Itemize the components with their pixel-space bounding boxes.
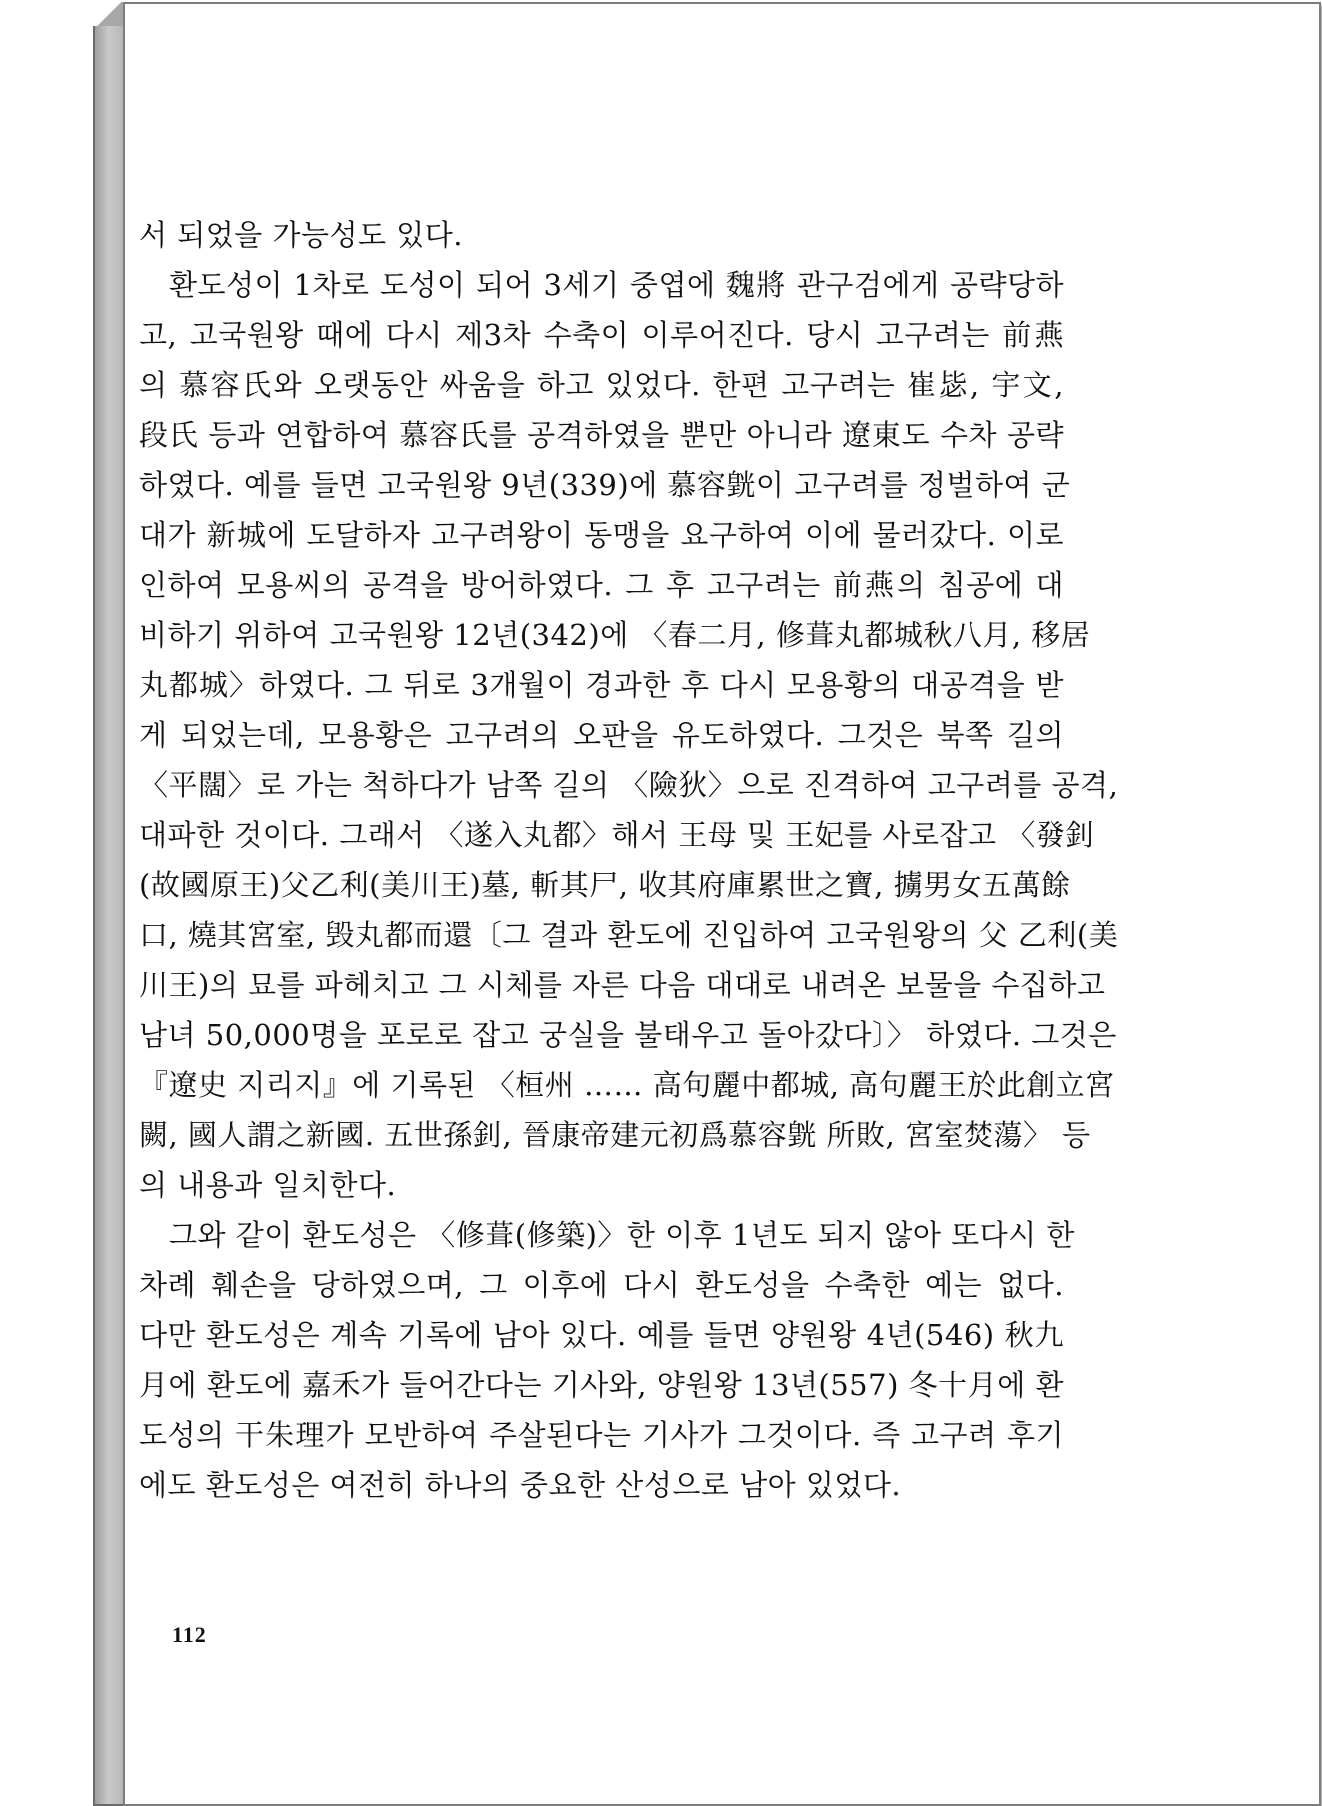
text-line: 대파한 것이다. 그래서 〈遂入丸都〉해서 王母 및 王妃를 사로잡고 〈發釗 bbox=[139, 818, 1095, 852]
text-line: 그와 같이 환도성은 〈修葺(修築)〉한 이후 1년도 되지 않아 또다시 한 bbox=[169, 1218, 1075, 1252]
text-line: 하였다. 예를 들면 고국원왕 9년(339)에 慕容皝이 고구려를 정벌하여 군 bbox=[139, 468, 1071, 502]
text-line: 고, 고국원왕 때에 다시 제3차 수축이 이루어진다. 당시 고구려는 前燕 bbox=[139, 318, 1064, 352]
book-spine bbox=[93, 4, 125, 1806]
text-line: 丸都城〉하였다. 그 뒤로 3개월이 경과한 후 다시 모용황의 대공격을 받 bbox=[139, 668, 1064, 702]
text-line: 비하기 위하여 고국원왕 12년(342)에 〈春二月, 修葺丸都城秋八月, 移居 bbox=[139, 618, 1091, 652]
text-line: 〈平闊〉로 가는 척하다가 남쪽 길의 〈險狄〉으로 진격하여 고구려를 공격, bbox=[139, 768, 1119, 802]
text-line: 게 되었는데, 모용황은 고구려의 오판을 유도하였다. 그것은 북쪽 길의 bbox=[139, 718, 1064, 752]
text-line: 의 慕容氏와 오랫동안 싸움을 하고 있었다. 한편 고구려는 崔毖, 宇文, bbox=[139, 368, 1064, 402]
text-line: 段氏 등과 연합하여 慕容氏를 공격하였을 뿐만 아니라 遼東도 수차 공략 bbox=[139, 418, 1064, 452]
text-line: 에도 환도성은 여전히 하나의 중요한 산성으로 남아 있었다. bbox=[139, 1468, 902, 1502]
text-line: 月에 환도에 嘉禾가 들어간다는 기사와, 양원왕 13년(557) 冬十月에 환 bbox=[139, 1368, 1064, 1402]
text-line: 도성의 干朱理가 모반하여 주살된다는 기사가 그것이다. 즉 고구려 후기 bbox=[139, 1418, 1064, 1452]
book-corner bbox=[93, 2, 125, 26]
text-line: (故國原王)父乙利(美川王)墓, 斬其尸, 收其府庫累世之寶, 擄男女五萬餘 bbox=[139, 868, 1071, 902]
text-line: 서 되었을 가능성도 있다. bbox=[139, 218, 464, 252]
text-line: 의 내용과 일치한다. bbox=[139, 1168, 397, 1202]
text-line: 口, 燒其宮室, 毁丸都而還〔그 결과 환도에 진입하여 고국원왕의 父 乙利(美 bbox=[139, 918, 1119, 952]
text-line: 인하여 모용씨의 공격을 방어하였다. 그 후 고구려는 前燕의 침공에 대 bbox=[139, 568, 1064, 602]
text-line: 川王)의 묘를 파헤치고 그 시체를 자른 다음 대대로 내려온 보물을 수집하고 bbox=[139, 968, 1106, 1002]
text-line: 『遼史 지리지』에 기록된 〈桓州 …… 高句麗中都城, 高句麗王於此創立宮 bbox=[139, 1068, 1115, 1102]
text-line: 다만 환도성은 계속 기록에 남아 있다. 예를 들면 양원왕 4년(546) 秋九 bbox=[139, 1318, 1064, 1352]
text-line: 闕, 國人謂之新國. 五世孫釗, 晉康帝建元初爲慕容皝 所敗, 宮室焚蕩〉 등 bbox=[139, 1118, 1091, 1152]
page-number: 112 bbox=[172, 1622, 207, 1647]
text-line: 차례 훼손을 당하였으며, 그 이후에 다시 환도성을 수축한 예는 없다. bbox=[139, 1268, 1064, 1302]
body-text bbox=[139, 210, 1119, 1510]
text-line: 남녀 50,000명을 포로로 잡고 궁실을 불태우고 돌아갔다〕〉 하였다. 그것은 bbox=[139, 1018, 1117, 1052]
text-line: 환도성이 1차로 도성이 되어 3세기 중엽에 魏將 관구검에게 공략당하 bbox=[169, 268, 1064, 302]
text-line: 대가 新城에 도달하자 고구려왕이 동맹을 요구하여 이에 물러갔다. 이로 bbox=[139, 518, 1064, 552]
